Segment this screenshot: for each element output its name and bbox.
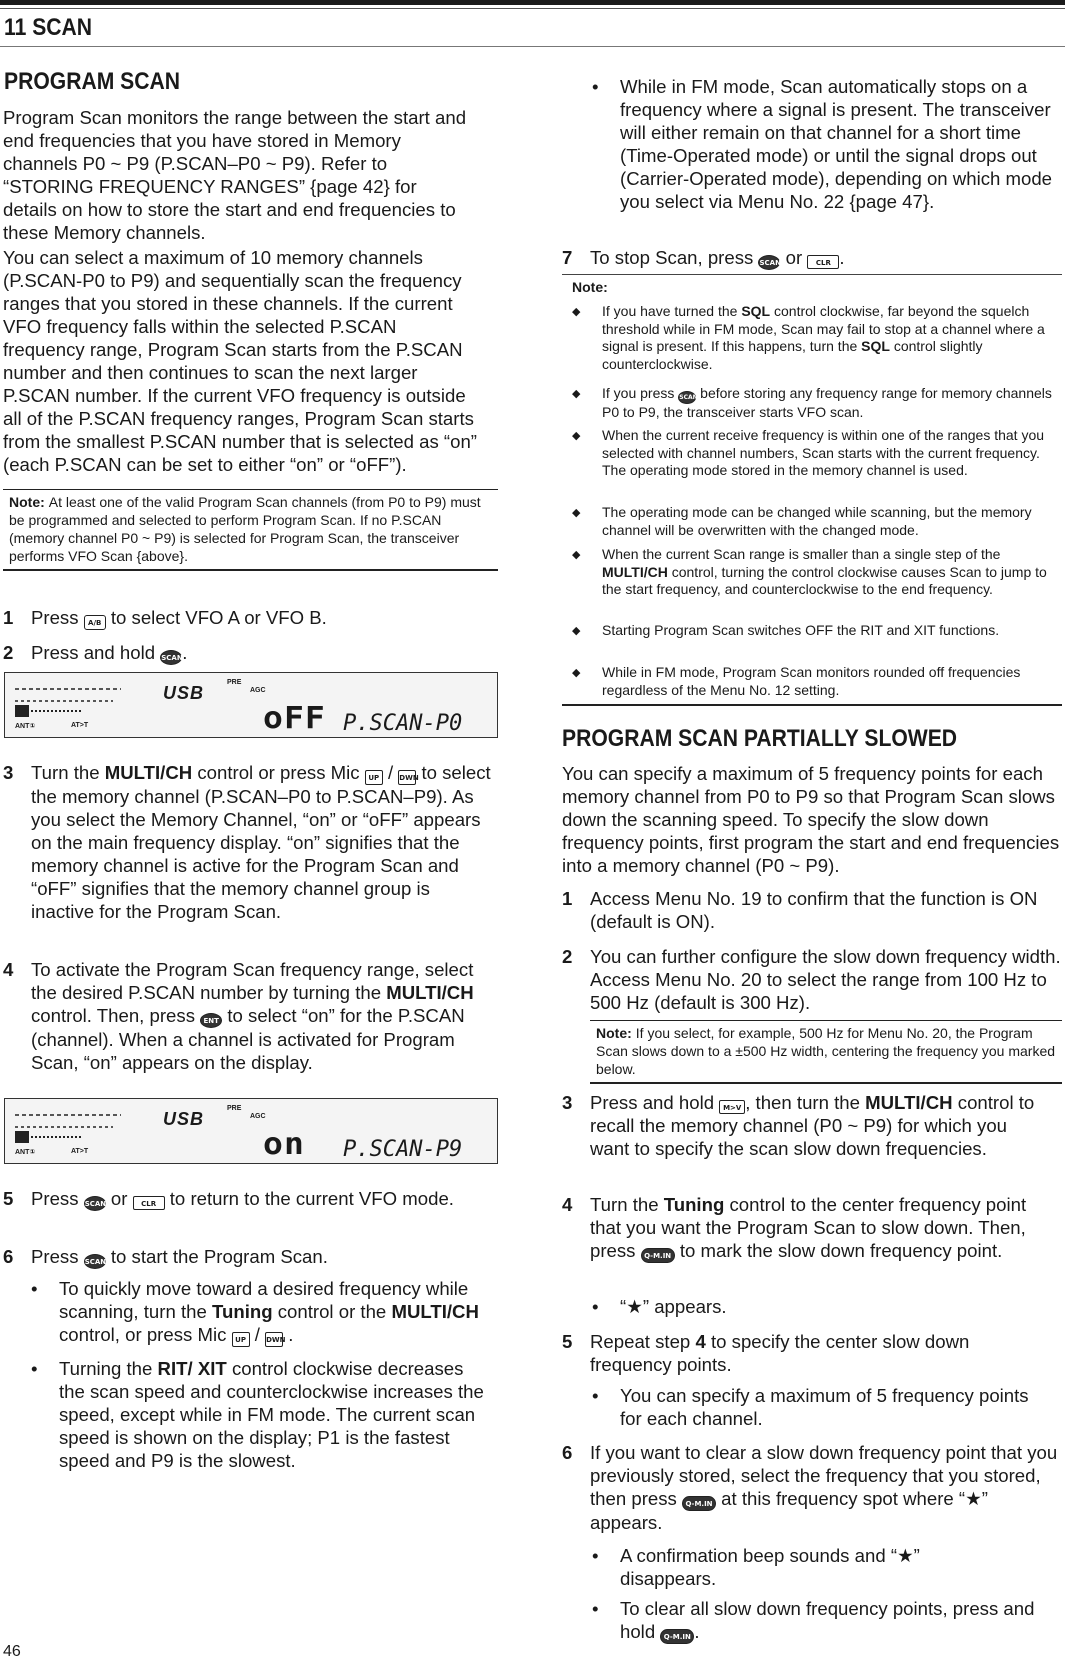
step-text: . — [839, 247, 845, 268]
mic-up-key-icon: UP — [365, 770, 383, 785]
s-meter-scale-icon — [13, 681, 123, 721]
bullet-text: You can specify a maximum of 5 frequency points for each channel. — [620, 1385, 1029, 1429]
note-text: The operating mode can be changed while scanning, but the memory channel will be overwritten with the changed mode. — [602, 504, 1032, 538]
note-label: Note: — [572, 279, 608, 295]
mic-dwn-key-icon: DWN — [265, 1332, 283, 1347]
chapter-header: 11 SCAN — [4, 14, 93, 41]
lcd-sub-readout: P.SCAN-P9 — [343, 1137, 463, 1162]
step-text: Repeat step — [590, 1331, 691, 1352]
step-number: 2 — [562, 946, 573, 967]
bullet-dot: • — [592, 1545, 599, 1566]
step-text: to select the memory channel (P.SCAN–P0 to P.SCAN–P9). As you select the Memory Channel, “on” or “oFF” appears on the main frequency display. “on” signifies that the memory channel is active for the Program Scan and “oFF” signifies that the memory channel group is inactive for the Program Scan. — [31, 762, 491, 922]
step-text: to specify the center slow down frequency points. — [590, 1331, 970, 1375]
ent-key-icon: ENT — [200, 1013, 222, 1028]
note-label: Note: — [9, 494, 45, 510]
diamond-bullet-icon: ◆ — [572, 549, 581, 561]
step-number: 4 — [3, 959, 14, 980]
ab-key-icon: A/B — [84, 615, 106, 630]
step-number: 5 — [3, 1188, 14, 1209]
mic-up-key-icon: UP — [232, 1332, 250, 1347]
bullet-text: / — [254, 1324, 260, 1345]
step-text: Press and hold — [590, 1092, 715, 1113]
multi-ch-control-label: MULTI/CH — [865, 1092, 953, 1113]
note-text: control clockwise, far beyond the squelch threshold while in FM mode, Scan may fail to stop at a channel where a signal is present. If this happens, turn the — [602, 303, 1045, 354]
step-text: Turn the — [590, 1194, 659, 1215]
lcd-main-readout: on — [263, 1127, 305, 1162]
bullet-dot: • — [592, 76, 599, 97]
lcd-main-readout: oFF — [263, 701, 326, 736]
step-text: / — [387, 762, 394, 783]
bullet-text: Turning the — [59, 1358, 153, 1379]
note-text: While in FM mode, Program Scan monitors rounded off frequencies regardless of the Menu No. 12 setting. — [602, 664, 1021, 698]
bullet-dot: • — [592, 1296, 599, 1317]
step-text: Access Menu No. 19 to confirm that the function is ON (default is ON). — [590, 888, 1038, 932]
scan-key-icon: SCAN — [678, 391, 696, 404]
step-text: control to the center frequency point that you want the Program Scan to slow down. Then, press — [590, 1194, 1027, 1261]
qmin-key-icon: Q-M.IN — [660, 1629, 694, 1644]
bullet-dot: • — [592, 1598, 599, 1619]
diamond-bullet-icon: ◆ — [572, 306, 581, 318]
step-text: to start the Program Scan. — [110, 1246, 328, 1267]
note-divider-top — [562, 274, 1062, 275]
step-text: at this frequency spot where “★” appears. — [590, 1488, 988, 1533]
step-number: 4 — [562, 1194, 573, 1215]
scan-key-icon: SCAN — [84, 1196, 106, 1211]
step-text: . — [182, 642, 188, 663]
note-text: When the current Scan range is smaller than a single step of the — [602, 546, 1001, 562]
note-text: At least one of the valid Program Scan channels (from P0 to P9) must be programmed and selected to perform Program Scan. If no P.SCAN (memory channel P0 ~ P9) is selected for Program Scan, the transceiver performs VFO Scan {above}. — [9, 494, 481, 564]
bullet-text: control clockwise decreases the scan speed and counterclockwise increases the speed, except while in FM mode. The current scan speed is shown on the display; P1 is the fastest speed and P9 is the slowest. — [59, 1358, 484, 1471]
step-text: , then turn the — [745, 1092, 860, 1113]
step-number: 6 — [3, 1246, 14, 1267]
lcd-att: AT>T — [71, 1148, 89, 1155]
qmin-key-icon: Q-M.IN — [641, 1248, 675, 1263]
page-number: 46 — [3, 1643, 21, 1660]
clr-key-icon: CLR — [807, 255, 839, 269]
multi-ch-control-label: MULTI/CH — [104, 762, 193, 783]
mic-dwn-key-icon: DWN — [398, 770, 416, 785]
lcd-display-off — [4, 672, 498, 738]
top-rule — [0, 0, 1065, 5]
program-scan-paragraph: You can select a maximum of 10 memory channels (P.SCAN-P0 to P9) and sequentially scan the frequency ranges that you stored in these channels. If the current VFO frequency falls within the selected P.SCAN frequency range, Program Scan starts from the P.SCAN number and then continues to scan the next larger P.SCAN number. If the current VFO frequency is outside all of the P.SCAN frequency ranges, Program Scan starts from the smallest P.SCAN number that is selected as “on” (each P.SCAN can be set to either “on” or “oFF”). — [3, 247, 477, 475]
bullet-text: To quickly move toward a desired frequency while scanning, turn the — [59, 1278, 469, 1322]
note-divider-bottom — [562, 704, 1062, 706]
rit-xit-control-label: RIT/ XIT — [157, 1358, 227, 1379]
step-text: Press — [31, 1246, 79, 1267]
note-text: Starting Program Scan switches OFF the RIT and XIT functions. — [602, 622, 1000, 638]
diamond-bullet-icon: ◆ — [572, 388, 581, 400]
step-text: control or press Mic — [197, 762, 360, 783]
tuning-control-label: Tuning — [663, 1194, 725, 1215]
diamond-bullet-icon: ◆ — [572, 625, 581, 637]
step-text: To stop Scan, press — [590, 247, 754, 268]
lcd-ant: ANT① — [15, 723, 36, 730]
note-text: If you select, for example, 500 Hz for Menu No. 20, the Program Scan slows down to a ±500 Hz width, centering the frequency you marked below. — [596, 1025, 1056, 1077]
step-text: or — [110, 1188, 128, 1209]
lcd-pre: PRE — [227, 1105, 242, 1112]
step-text: To activate the Program Scan frequency range, select the desired P.SCAN number by turning the — [31, 959, 474, 1003]
bullet-text: To clear all slow down frequency points, press and hold — [620, 1598, 1035, 1642]
slowed-intro-paragraph: You can specify a maximum of 5 frequency points for each memory channel from P0 to P9 so that Program Scan slows down the scanning speed. To specify the slow down frequency points, first program the start and end frequencies into a memory channel (P0 ~ P9). — [562, 763, 1060, 876]
bullet-text: . — [288, 1324, 294, 1345]
step-text: Press — [31, 1188, 79, 1209]
header-divider — [0, 46, 1065, 47]
step-text: Press — [31, 607, 79, 628]
step-text: Press and hold — [31, 642, 156, 663]
note-program-scan — [3, 489, 498, 571]
lcd-pre: PRE — [227, 679, 242, 686]
scan-key-icon: SCAN — [84, 1254, 106, 1269]
lcd-mode: USB — [163, 683, 205, 703]
note-slow-width — [590, 1020, 1062, 1084]
bullet-text: A confirmation beep sounds and “★” disappears. — [620, 1545, 920, 1589]
bullet-dot: • — [31, 1278, 38, 1299]
note-text: control, turning the control clockwise causes Scan to jump to the start frequency, and counterclockwise to the end frequency. — [602, 563, 1047, 597]
step-number: 7 — [562, 247, 573, 268]
step-text: to select VFO A or VFO B. — [110, 607, 327, 628]
sql-control-label: SQL — [741, 303, 771, 319]
step-text: to select “on” for the P.SCAN (channel). When a channel is activated for Program Scan, “on” appears on the display. — [31, 1005, 465, 1073]
lcd-agc: AGC — [250, 687, 266, 694]
bullet-text: “★” appears. — [620, 1296, 727, 1317]
bullet-text: control or the — [277, 1301, 387, 1322]
lcd-att: AT>T — [71, 722, 89, 729]
step-text: You can further configure the slow down frequency width. Access Menu No. 20 to select the range from 100 Hz to 500 Hz (default is 300 Hz). — [590, 946, 1061, 1013]
bullet-dot: • — [31, 1358, 38, 1379]
multi-ch-control-label: MULTI/CH — [386, 982, 474, 1003]
bullet-dot: • — [592, 1385, 599, 1406]
note-text: When the current receive frequency is within one of the ranges that you selected with channel numbers, Scan starts with the current frequency. The operating mode stored in the memory channel is used. — [602, 427, 1045, 478]
step-number: 2 — [3, 642, 14, 663]
mv-key-icon: M>V — [719, 1100, 745, 1114]
sql-control-label: SQL — [861, 338, 890, 354]
step-number: 3 — [562, 1092, 573, 1113]
step-text: to return to the current VFO mode. — [169, 1188, 454, 1209]
step-number: 6 — [562, 1442, 573, 1463]
note-label: Note: — [596, 1025, 632, 1041]
qmin-key-icon: Q-M.IN — [682, 1496, 716, 1511]
step-text: If you want to clear a slow down frequency point that you previously stored, select the frequency that you stored, then press — [590, 1442, 1058, 1509]
diamond-bullet-icon: ◆ — [572, 430, 581, 442]
step-number: 1 — [562, 888, 573, 909]
scan-key-icon: SCAN — [758, 255, 780, 270]
lcd-display-on — [4, 1098, 498, 1164]
multi-ch-control-label: MULTI/CH — [602, 563, 668, 580]
s-meter-scale-icon — [13, 1107, 123, 1147]
section-title-partially-slowed: PROGRAM SCAN PARTIALLY SLOWED — [562, 725, 958, 752]
tuning-control-label: Tuning — [212, 1301, 273, 1322]
clr-key-icon: CLR — [133, 1196, 165, 1210]
diamond-bullet-icon: ◆ — [572, 507, 581, 519]
note-text: If you have turned the — [602, 303, 738, 319]
intro-paragraph: Program Scan monitors the range between the start and end frequencies that you have stored in Memory channels P0 ~ P9 (P.SCAN–P0 ~ P9). Refer to “STORING FREQUENCY RANGES” {page 42} for details on how to store the start and end frequencies to these Memory channels. — [3, 107, 467, 243]
note-text: before storing any frequency range for memory channels P0 to P9, the transceiver starts VFO scan. — [602, 385, 1052, 420]
step-text: or — [785, 247, 803, 268]
step-number: 5 — [562, 1331, 573, 1352]
top-rule-thin — [0, 8, 1065, 9]
note-text: If you press — [602, 385, 675, 401]
lcd-ant: ANT① — [15, 1149, 36, 1156]
bullet-text: control, or press Mic — [59, 1324, 227, 1345]
lcd-mode: USB — [163, 1109, 205, 1129]
step-text: to mark the slow down frequency point. — [679, 1240, 1003, 1261]
diamond-bullet-icon: ◆ — [572, 667, 581, 679]
scan-key-icon: SCAN — [160, 650, 182, 665]
step-text: control. Then, press — [31, 1005, 195, 1026]
section-title-program-scan: PROGRAM SCAN — [4, 68, 181, 95]
bullet-text: While in FM mode, Scan automatically stops on a frequency where a signal is present. The transceiver will either remain on that channel for a short time (Time-Operated mode) or until the signal drops out (Carrier-Operated mode), depending on which mode you select via Menu No. 22 {page 47}. — [620, 76, 1053, 212]
note-text: control slightly counterclockwise. — [602, 338, 983, 372]
step-reference: 4 — [695, 1331, 706, 1352]
step-number: 3 — [3, 762, 14, 783]
step-number: 1 — [3, 607, 14, 628]
bullet-text: . — [694, 1621, 700, 1642]
multi-ch-control-label: MULTI/CH — [391, 1301, 479, 1322]
step-text: Turn the — [31, 762, 100, 783]
step-text: control to recall the memory channel (P0 ~ P9) for which you want to specify the scan slow down frequencies. — [590, 1092, 1035, 1159]
lcd-sub-readout: P.SCAN-P0 — [343, 711, 463, 736]
lcd-agc: AGC — [250, 1113, 266, 1120]
